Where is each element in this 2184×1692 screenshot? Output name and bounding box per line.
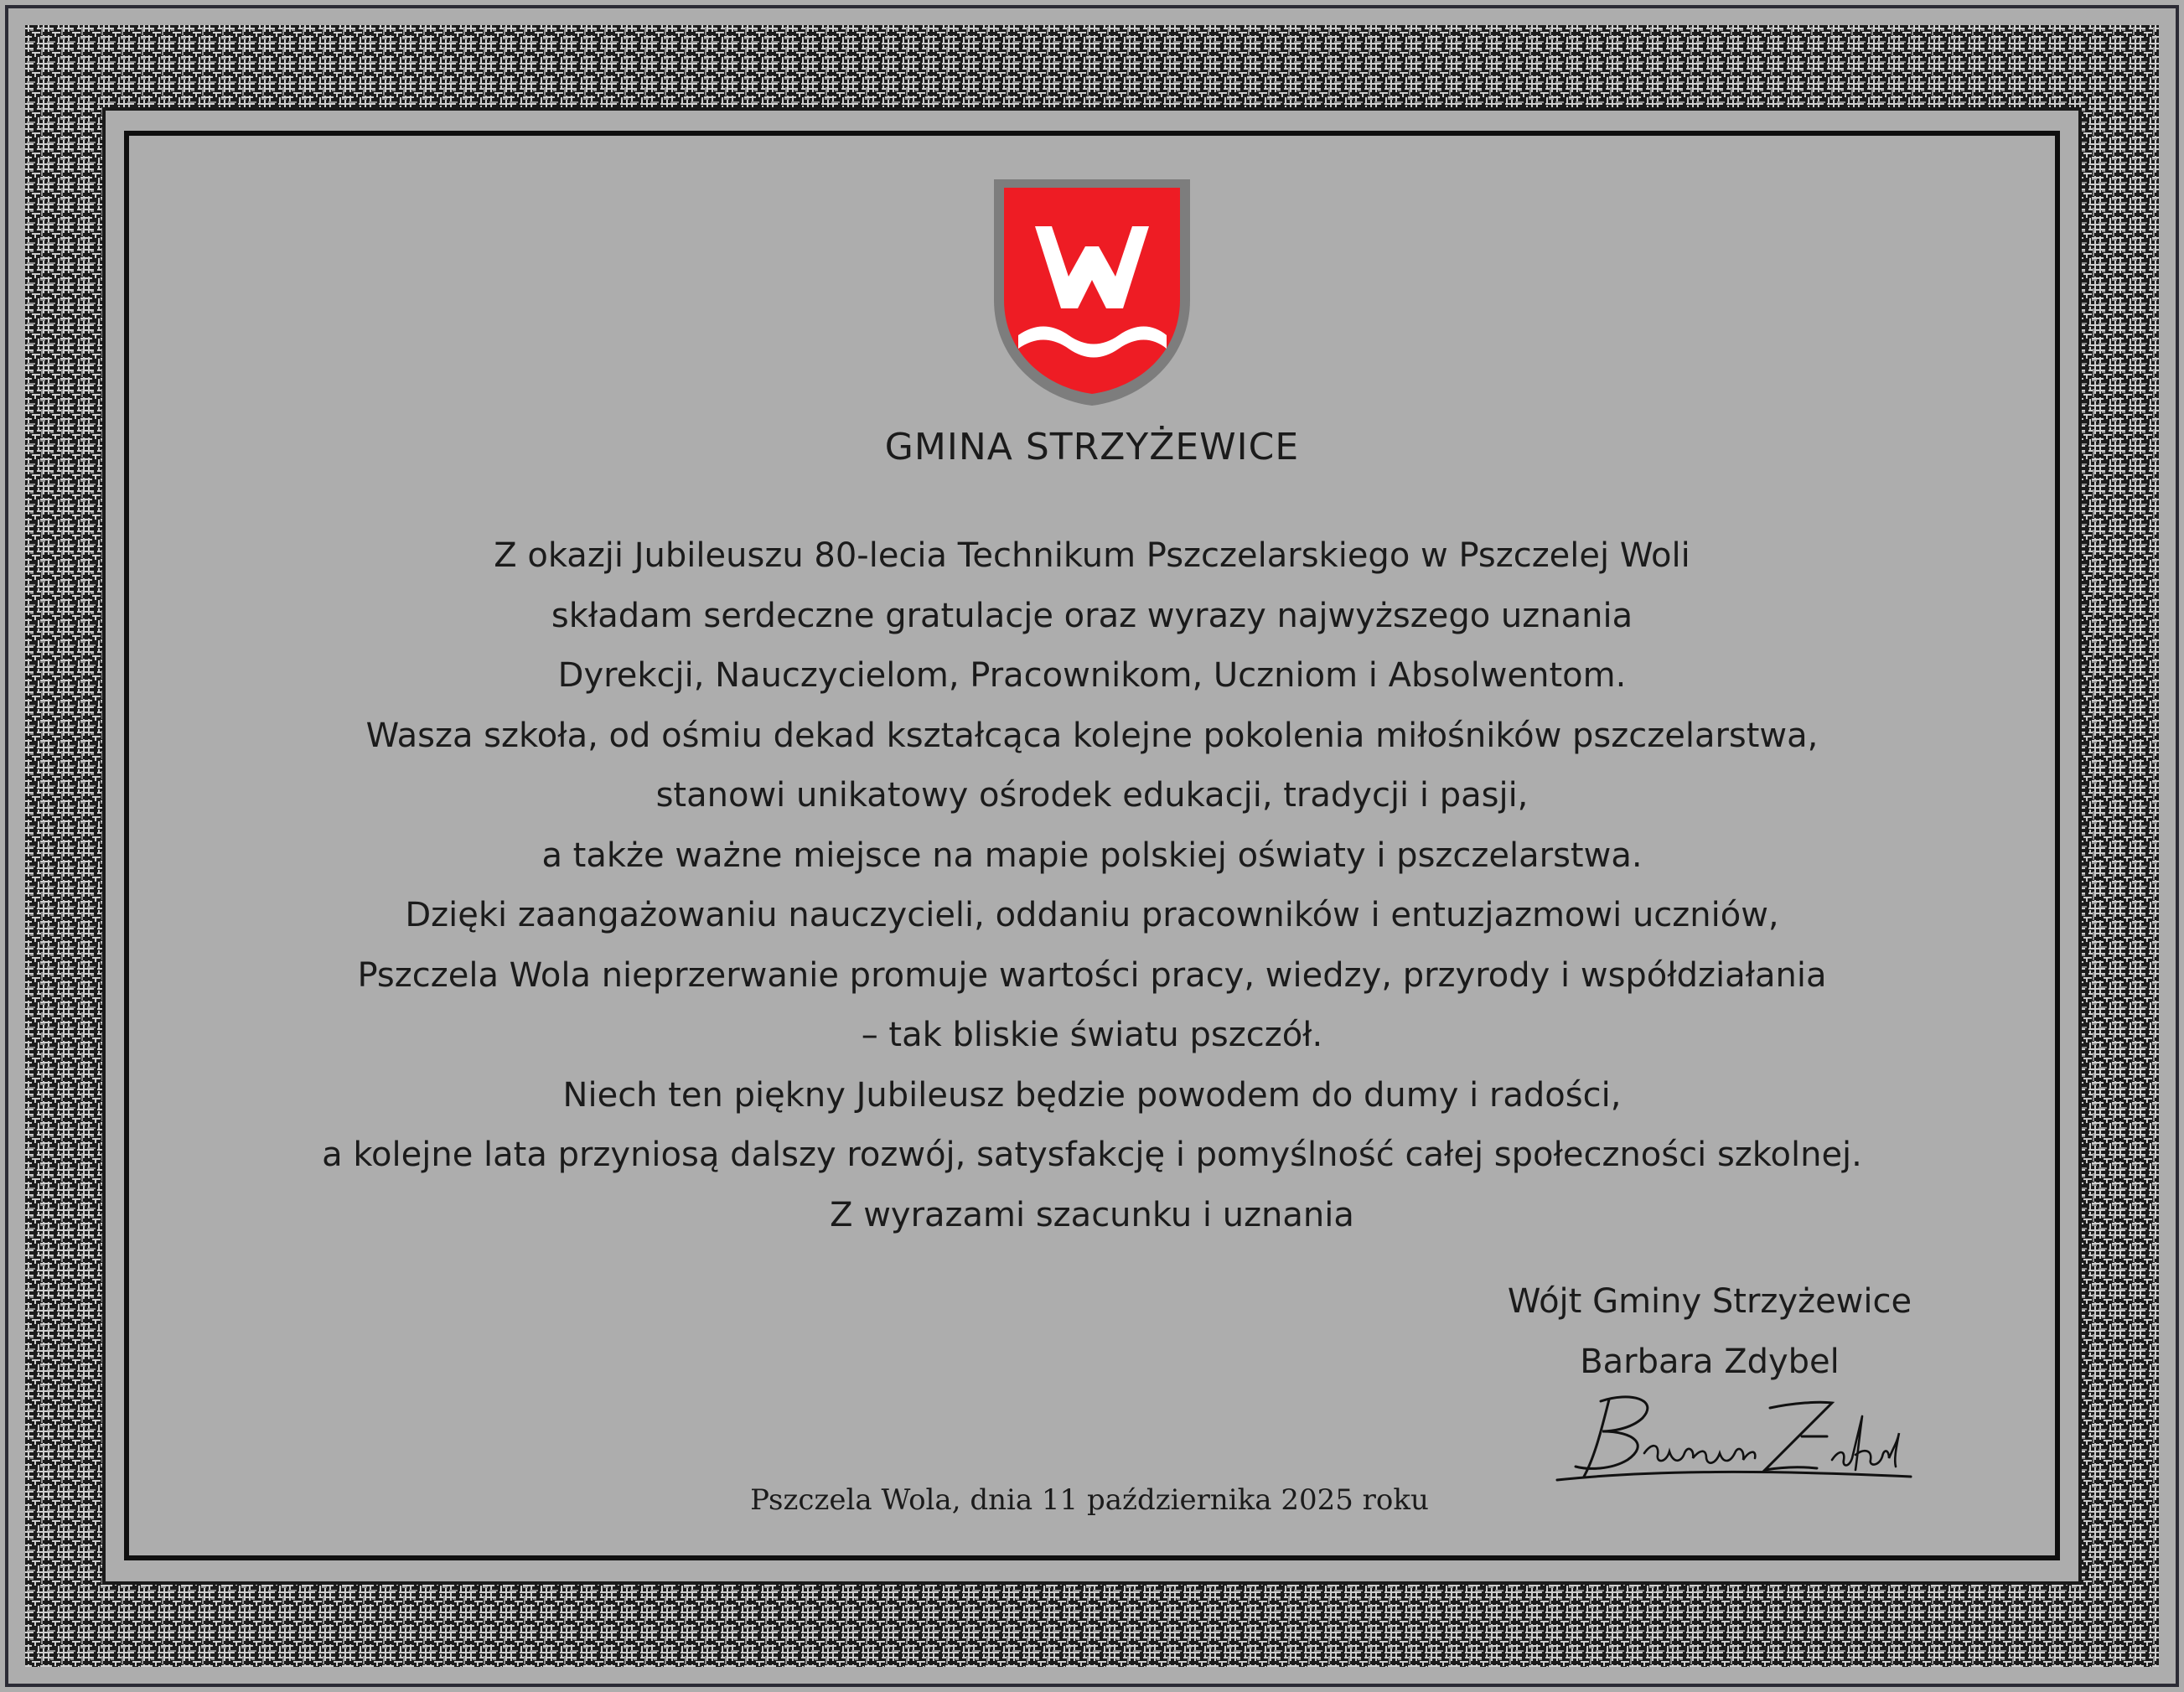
coat-of-arms-icon <box>989 174 1195 409</box>
place-and-date: Pszczela Wola, dnia 11 października 2025 roku <box>750 1483 1429 1517</box>
letter-body <box>251 526 1933 1245</box>
letter-line: Dyrekcji, Nauczycielom, Pracownikom, Uczniom i Absolwentom. <box>557 656 1627 695</box>
letter-line: – tak bliskie światu pszczół. <box>861 1016 1323 1054</box>
signatory-name: Barbara Zdybel <box>1580 1343 1840 1381</box>
letter-line: Pszczela Wola nieprzerwanie promuje wartości pracy, wiedzy, przyrody i współdziałania <box>357 955 1827 995</box>
letter-line: Wasza szkoła, od ośmiu dekad kształcąca kolejne pokolenia miłośników pszczelarstwa, <box>365 716 1819 755</box>
letter-line: a także ważne miejsce na mapie polskiej oświaty i pszczelarstwa. <box>541 836 1643 875</box>
letter-line: składam serdeczne gratulacje oraz wyrazy najwyższego uznania <box>551 596 1633 635</box>
letter-line: Niech ten piękny Jubileusz będzie powodem do dumy i radości, <box>562 1075 1622 1115</box>
letter-line: Z okazji Jubileuszu 80-lecia Technikum Pszczelarskiego w Pszczelej Woli <box>494 536 1690 575</box>
letter-line: stanowi unikatowy ośrodek edukacji, tradycji i pasji, <box>655 776 1529 815</box>
municipality-name: GMINA STRZYŻEWICE <box>884 426 1300 468</box>
letter-line: a kolejne lata przyniosą dalszy rozwój, satysfakcję i pomyślność całej społeczności szkolnej. <box>322 1136 1862 1174</box>
signatory-title: Wójt Gminy Strzyżewice <box>1507 1282 1912 1321</box>
letter-line: Dzięki zaangażowaniu nauczycieli, oddaniu pracowników i entuzjazmowi uczniów, <box>405 896 1779 934</box>
handwritten-signature <box>1550 1383 1919 1492</box>
letter-line: Z wyrazami szacunku i uznania <box>830 1195 1354 1234</box>
